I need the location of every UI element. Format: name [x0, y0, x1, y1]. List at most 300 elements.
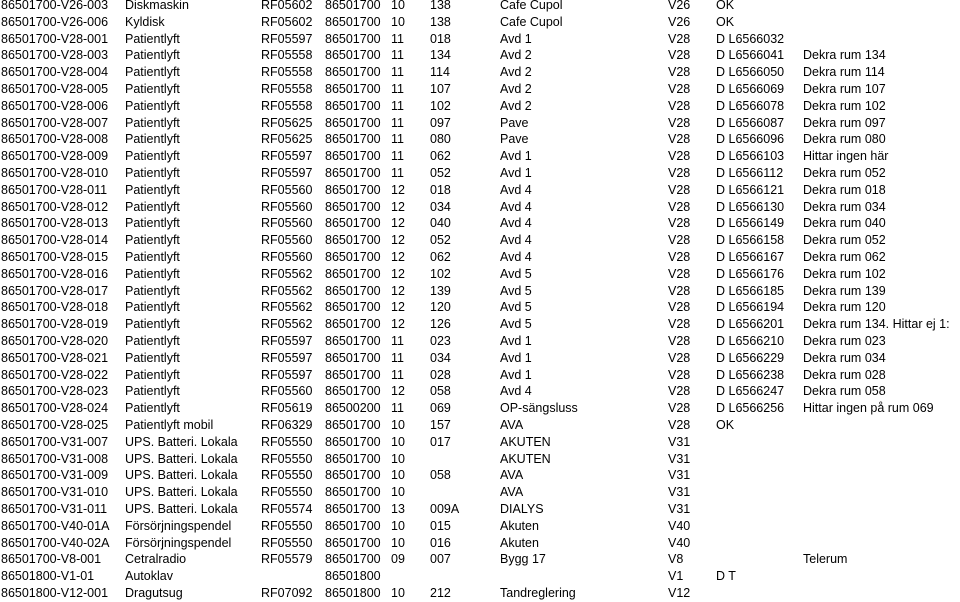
- description-cell: UPS. Batteri. Lokala: [125, 451, 238, 466]
- location-cell: Cafe Cupol: [500, 0, 563, 12]
- location-cell: Avd 5: [500, 300, 532, 315]
- building-code-cell: 86501700: [325, 182, 381, 197]
- group-cell: V12: [668, 585, 691, 600]
- table-row: [0, 64, 960, 81]
- status-cell: D L6566096: [716, 132, 785, 147]
- table-row: [0, 283, 960, 300]
- group-cell: V28: [668, 401, 691, 416]
- group-cell: V28: [668, 384, 691, 399]
- group-cell: V28: [668, 233, 691, 248]
- building-code-cell: 86501700: [325, 149, 381, 164]
- floor-cell: 10: [391, 417, 405, 432]
- description-cell: UPS. Batteri. Lokala: [125, 468, 238, 483]
- group-cell: V31: [668, 434, 691, 449]
- group-cell: V26: [668, 14, 691, 29]
- status-cell: D L6566103: [716, 149, 785, 164]
- rf-code-cell: RF05550: [261, 468, 313, 483]
- table-row: [0, 400, 960, 417]
- note-cell: Hittar ingen här: [803, 149, 889, 164]
- rf-code-cell: RF05550: [261, 535, 313, 550]
- location-cell: Avd 4: [500, 182, 532, 197]
- description-cell: UPS. Batteri. Lokala: [125, 485, 238, 500]
- group-cell: V26: [668, 0, 691, 12]
- location-cell: Pave: [500, 115, 529, 130]
- room-cell: 007: [430, 552, 451, 567]
- group-cell: V31: [668, 468, 691, 483]
- status-cell: D T: [716, 569, 736, 584]
- rf-code-cell: RF05550: [261, 485, 313, 500]
- table-row: [0, 81, 960, 98]
- building-code-cell: 86501700: [325, 468, 381, 483]
- rf-code-cell: RF05560: [261, 182, 313, 197]
- rf-code-cell: RF05558: [261, 98, 313, 113]
- group-cell: V31: [668, 501, 691, 516]
- table-row: [0, 316, 960, 333]
- floor-cell: 13: [391, 501, 405, 516]
- room-cell: 052: [430, 165, 451, 180]
- building-code-cell: 86501700: [325, 81, 381, 96]
- location-cell: Tandreglering: [500, 585, 576, 600]
- building-code-cell: 86501700: [325, 384, 381, 399]
- equipment-id-cell: 86501700-V28-007: [1, 115, 109, 130]
- equipment-id-cell: 86501700-V31-008: [1, 451, 109, 466]
- note-cell: Dekra rum 080: [803, 132, 886, 147]
- group-cell: V31: [668, 485, 691, 500]
- location-cell: Avd 4: [500, 216, 532, 231]
- status-cell: D L6566247: [716, 384, 785, 399]
- note-cell: Dekra rum 120: [803, 300, 886, 315]
- floor-cell: 12: [391, 216, 405, 231]
- rf-code-cell: RF05597: [261, 350, 313, 365]
- equipment-id-cell: 86501700-V28-025: [1, 417, 109, 432]
- building-code-cell: 86501700: [325, 485, 381, 500]
- equipment-id-cell: 86501700-V31-010: [1, 485, 109, 500]
- status-cell: D L6566256: [716, 401, 785, 416]
- floor-cell: 11: [391, 367, 404, 382]
- note-cell: Hittar ingen på rum 069: [803, 401, 934, 416]
- room-cell: 107: [430, 81, 451, 96]
- rf-code-cell: RF05560: [261, 249, 313, 264]
- floor-cell: 11: [391, 165, 404, 180]
- rf-code-cell: RF05560: [261, 216, 313, 231]
- table-row: [0, 47, 960, 64]
- location-cell: Avd 4: [500, 384, 532, 399]
- description-cell: Patientlyft: [125, 283, 180, 298]
- group-cell: V28: [668, 266, 691, 281]
- description-cell: Patientlyft: [125, 401, 180, 416]
- floor-cell: 10: [391, 518, 405, 533]
- table-row: [0, 350, 960, 367]
- equipment-id-cell: 86501700-V28-015: [1, 249, 109, 264]
- description-cell: Patientlyft: [125, 300, 180, 315]
- floor-cell: 10: [391, 485, 405, 500]
- rf-code-cell: RF05562: [261, 317, 313, 332]
- location-cell: AKUTEN: [500, 451, 551, 466]
- status-cell: D L6566112: [716, 165, 784, 180]
- description-cell: Diskmaskin: [125, 0, 189, 12]
- location-cell: Avd 1: [500, 149, 532, 164]
- building-code-cell: 86501700: [325, 283, 381, 298]
- equipment-id-cell: 86501700-V31-009: [1, 468, 109, 483]
- group-cell: V28: [668, 98, 691, 113]
- group-cell: V28: [668, 115, 691, 130]
- location-cell: Avd 2: [500, 81, 532, 96]
- building-code-cell: 86501700: [325, 333, 381, 348]
- group-cell: V28: [668, 182, 691, 197]
- location-cell: Avd 5: [500, 266, 532, 281]
- status-cell: D L6566176: [716, 266, 785, 281]
- description-cell: Patientlyft: [125, 48, 180, 63]
- floor-cell: 11: [391, 81, 404, 96]
- description-cell: Patientlyft: [125, 81, 180, 96]
- equipment-id-cell: 86501700-V28-024: [1, 401, 109, 416]
- location-cell: Avd 5: [500, 317, 532, 332]
- status-cell: D L6566201: [716, 317, 785, 332]
- room-cell: 034: [430, 350, 451, 365]
- equipment-id-cell: 86501700-V28-011: [1, 182, 108, 197]
- group-cell: V28: [668, 333, 691, 348]
- status-cell: OK: [716, 0, 735, 12]
- description-cell: Patientlyft: [125, 333, 180, 348]
- note-cell: Dekra rum 052: [803, 233, 886, 248]
- table-row: [0, 215, 960, 232]
- floor-cell: 10: [391, 434, 405, 449]
- group-cell: V28: [668, 367, 691, 382]
- status-cell: D L6566032: [716, 31, 785, 46]
- table-row: [0, 383, 960, 400]
- description-cell: Patientlyft: [125, 98, 180, 113]
- table-row: [0, 451, 960, 468]
- room-cell: 134: [430, 48, 451, 63]
- room-cell: 080: [430, 132, 451, 147]
- description-cell: Patientlyft: [125, 149, 180, 164]
- status-cell: D L6566238: [716, 367, 785, 382]
- building-code-cell: 86501800: [325, 585, 381, 600]
- description-cell: Patientlyft: [125, 132, 180, 147]
- building-code-cell: 86501700: [325, 518, 381, 533]
- floor-cell: 11: [391, 149, 404, 164]
- room-cell: 017: [430, 434, 451, 449]
- table-row: [0, 182, 960, 199]
- status-cell: D L6566229: [716, 350, 785, 365]
- rf-code-cell: RF05602: [261, 0, 313, 12]
- note-cell: Dekra rum 134. Hittar ej 1:: [803, 317, 950, 332]
- description-cell: Patientlyft: [125, 65, 180, 80]
- floor-cell: 12: [391, 300, 405, 315]
- description-cell: Patientlyft: [125, 249, 180, 264]
- equipment-id-cell: 86501700-V28-016: [1, 266, 109, 281]
- room-cell: 023: [430, 333, 451, 348]
- note-cell: Telerum: [803, 552, 848, 567]
- building-code-cell: 86500200: [325, 401, 381, 416]
- equipment-id-cell: 86501700-V28-021: [1, 350, 109, 365]
- location-cell: AVA: [500, 468, 524, 483]
- note-cell: Dekra rum 062: [803, 249, 886, 264]
- table-row: [0, 249, 960, 266]
- equipment-id-cell: 86501700-V28-003: [1, 48, 109, 63]
- rf-code-cell: RF05562: [261, 300, 313, 315]
- location-cell: Cafe Cupol: [500, 14, 563, 29]
- location-cell: Avd 4: [500, 233, 532, 248]
- floor-cell: 11: [391, 98, 404, 113]
- description-cell: Försörjningspendel: [125, 535, 232, 550]
- note-cell: Dekra rum 114: [803, 65, 885, 80]
- description-cell: Försörjningspendel: [125, 518, 232, 533]
- note-cell: Dekra rum 102: [803, 98, 886, 113]
- building-code-cell: 86501700: [325, 350, 381, 365]
- floor-cell: 12: [391, 233, 405, 248]
- equipment-id-cell: 86501700-V28-009: [1, 149, 109, 164]
- room-cell: 018: [430, 31, 451, 46]
- floor-cell: 10: [391, 451, 405, 466]
- table-row: [0, 467, 960, 484]
- group-cell: V28: [668, 132, 691, 147]
- room-cell: 120: [430, 300, 451, 315]
- equipment-id-cell: 86501700-V26-003: [1, 0, 109, 12]
- room-cell: 138: [430, 14, 451, 29]
- equipment-id-cell: 86501700-V28-012: [1, 199, 109, 214]
- equipment-id-cell: 86501700-V28-001: [1, 31, 109, 46]
- location-cell: Akuten: [500, 518, 539, 533]
- table-row: [0, 299, 960, 316]
- description-cell: Kyldisk: [125, 14, 165, 29]
- rf-code-cell: RF05550: [261, 518, 313, 533]
- description-cell: Patientlyft: [125, 317, 180, 332]
- note-cell: Dekra rum 040: [803, 216, 886, 231]
- building-code-cell: 86501700: [325, 417, 381, 432]
- rf-code-cell: RF05558: [261, 65, 313, 80]
- description-cell: Dragutsug: [125, 585, 183, 600]
- note-cell: Dekra rum 028: [803, 367, 886, 382]
- status-cell: D L6566167: [716, 249, 785, 264]
- status-cell: D L6566149: [716, 216, 785, 231]
- equipment-id-cell: 86501800-V1-01: [1, 569, 95, 584]
- equipment-id-cell: 86501700-V26-006: [1, 14, 109, 29]
- description-cell: Autoklav: [125, 569, 173, 584]
- rf-code-cell: RF05597: [261, 367, 313, 382]
- status-cell: D L6566041: [716, 48, 785, 63]
- table-row: [0, 585, 960, 602]
- floor-cell: 11: [391, 48, 404, 63]
- group-cell: V28: [668, 81, 691, 96]
- description-cell: Patientlyft: [125, 216, 180, 231]
- note-cell: Dekra rum 139: [803, 283, 886, 298]
- table-row: [0, 568, 960, 585]
- group-cell: V40: [668, 518, 691, 533]
- room-cell: 052: [430, 233, 451, 248]
- group-cell: V28: [668, 417, 691, 432]
- floor-cell: 12: [391, 317, 405, 332]
- status-cell: D L6566185: [716, 283, 785, 298]
- rf-code-cell: RF05558: [261, 81, 313, 96]
- floor-cell: 11: [391, 31, 404, 46]
- building-code-cell: 86501700: [325, 199, 381, 214]
- room-cell: 034: [430, 199, 451, 214]
- group-cell: V28: [668, 31, 691, 46]
- building-code-cell: 86501700: [325, 451, 381, 466]
- equipment-id-cell: 86501800-V12-001: [1, 585, 109, 600]
- description-cell: Cetralradio: [125, 552, 187, 567]
- group-cell: V28: [668, 48, 691, 63]
- table-row: [0, 367, 960, 384]
- description-cell: Patientlyft: [125, 266, 180, 281]
- description-cell: Patientlyft: [125, 367, 180, 382]
- room-cell: 139: [430, 283, 451, 298]
- table-row: [0, 266, 960, 283]
- table-row: [0, 434, 960, 451]
- location-cell: Avd 5: [500, 283, 532, 298]
- location-cell: Avd 4: [500, 199, 532, 214]
- equipment-id-cell: 86501700-V8-001: [1, 552, 102, 567]
- table-row: [0, 484, 960, 501]
- rf-code-cell: RF05625: [261, 115, 313, 130]
- floor-cell: 12: [391, 182, 405, 197]
- table-row: [0, 551, 960, 568]
- building-code-cell: 86501700: [325, 216, 381, 231]
- room-cell: 015: [430, 518, 451, 533]
- description-cell: Patientlyft mobil: [125, 417, 214, 432]
- equipment-id-cell: 86501700-V28-008: [1, 132, 109, 147]
- floor-cell: 11: [391, 132, 404, 147]
- status-cell: D L6566050: [716, 65, 785, 80]
- rf-code-cell: RF05560: [261, 233, 313, 248]
- equipment-id-cell: 86501700-V31-011: [1, 501, 108, 516]
- status-cell: OK: [716, 417, 735, 432]
- rf-code-cell: RF05558: [261, 48, 313, 63]
- description-cell: Patientlyft: [125, 115, 180, 130]
- equipment-id-cell: 86501700-V28-004: [1, 65, 109, 80]
- room-cell: 028: [430, 367, 451, 382]
- table-row: [0, 165, 960, 182]
- building-code-cell: 86501700: [325, 434, 381, 449]
- building-code-cell: 86501700: [325, 115, 381, 130]
- group-cell: V28: [668, 249, 691, 264]
- floor-cell: 11: [391, 115, 404, 130]
- group-cell: V28: [668, 350, 691, 365]
- room-cell: 212: [430, 585, 451, 600]
- floor-cell: 12: [391, 266, 405, 281]
- rf-code-cell: RF05550: [261, 451, 313, 466]
- equipment-id-cell: 86501700-V40-01A: [1, 518, 110, 533]
- floor-cell: 11: [391, 65, 404, 80]
- room-cell: 097: [430, 115, 451, 130]
- group-cell: V28: [668, 149, 691, 164]
- room-cell: 018: [430, 182, 451, 197]
- building-code-cell: 86501700: [325, 317, 381, 332]
- location-cell: Avd 2: [500, 65, 532, 80]
- room-cell: 058: [430, 468, 451, 483]
- group-cell: V28: [668, 283, 691, 298]
- rf-code-cell: RF05619: [261, 401, 313, 416]
- table-row: [0, 518, 960, 535]
- table-row: [0, 333, 960, 350]
- room-cell: 040: [430, 216, 451, 231]
- room-cell: 069: [430, 401, 451, 416]
- building-code-cell: 86501700: [325, 0, 381, 12]
- note-cell: Dekra rum 134: [803, 48, 886, 63]
- location-cell: Pave: [500, 132, 529, 147]
- building-code-cell: 86501700: [325, 31, 381, 46]
- building-code-cell: 86501700: [325, 233, 381, 248]
- equipment-id-cell: 86501700-V28-013: [1, 216, 109, 231]
- location-cell: Avd 1: [500, 31, 532, 46]
- description-cell: Patientlyft: [125, 31, 180, 46]
- building-code-cell: 86501700: [325, 266, 381, 281]
- rf-code-cell: RF05560: [261, 199, 313, 214]
- rf-code-cell: RF05597: [261, 149, 313, 164]
- group-cell: V40: [668, 535, 691, 550]
- building-code-cell: 86501700: [325, 300, 381, 315]
- table-row: [0, 501, 960, 518]
- floor-cell: 11: [391, 333, 404, 348]
- table-row: [0, 148, 960, 165]
- room-cell: 102: [430, 98, 451, 113]
- room-cell: 009A: [430, 501, 460, 516]
- floor-cell: 09: [391, 552, 405, 567]
- rf-code-cell: RF05550: [261, 434, 313, 449]
- rf-code-cell: RF05602: [261, 14, 313, 29]
- building-code-cell: 86501700: [325, 98, 381, 113]
- table-row: [0, 31, 960, 48]
- location-cell: Avd 2: [500, 98, 532, 113]
- location-cell: OP-sängsluss: [500, 401, 578, 416]
- building-code-cell: 86501700: [325, 501, 381, 516]
- table-row: [0, 232, 960, 249]
- equipment-id-cell: 86501700-V28-020: [1, 333, 109, 348]
- location-cell: AVA: [500, 417, 524, 432]
- note-cell: Dekra rum 102: [803, 266, 886, 281]
- status-cell: D L6566158: [716, 233, 785, 248]
- location-cell: Avd 1: [500, 350, 532, 365]
- note-cell: Dekra rum 107: [803, 81, 886, 96]
- location-cell: DIALYS: [500, 501, 544, 516]
- equipment-id-cell: 86501700-V28-017: [1, 283, 109, 298]
- building-code-cell: 86501700: [325, 535, 381, 550]
- table-row: [0, 14, 960, 31]
- status-cell: D L6566194: [716, 300, 785, 315]
- status-cell: OK: [716, 14, 735, 29]
- group-cell: V28: [668, 300, 691, 315]
- note-cell: Dekra rum 052: [803, 165, 886, 180]
- floor-cell: 10: [391, 468, 405, 483]
- note-cell: Dekra rum 018: [803, 182, 886, 197]
- location-cell: Avd 1: [500, 367, 532, 382]
- table-row: [0, 131, 960, 148]
- status-cell: D L6566069: [716, 81, 785, 96]
- table-row: [0, 0, 960, 14]
- room-cell: 062: [430, 249, 451, 264]
- floor-cell: 10: [391, 0, 405, 12]
- location-cell: Bygg 17: [500, 552, 546, 567]
- location-cell: Avd 2: [500, 48, 532, 63]
- table-row: [0, 115, 960, 132]
- floor-cell: 12: [391, 199, 405, 214]
- status-cell: D L6566210: [716, 333, 785, 348]
- floor-cell: 12: [391, 384, 405, 399]
- description-cell: Patientlyft: [125, 233, 180, 248]
- equipment-id-cell: 86501700-V28-019: [1, 317, 109, 332]
- rf-code-cell: RF05597: [261, 165, 313, 180]
- floor-cell: 11: [391, 401, 404, 416]
- group-cell: V28: [668, 199, 691, 214]
- description-cell: Patientlyft: [125, 165, 180, 180]
- building-code-cell: 86501700: [325, 552, 381, 567]
- rf-code-cell: RF05562: [261, 266, 313, 281]
- equipment-id-cell: 86501700-V28-006: [1, 98, 109, 113]
- location-cell: Avd 1: [500, 165, 532, 180]
- equipment-id-cell: 86501700-V40-02A: [1, 535, 110, 550]
- building-code-cell: 86501700: [325, 249, 381, 264]
